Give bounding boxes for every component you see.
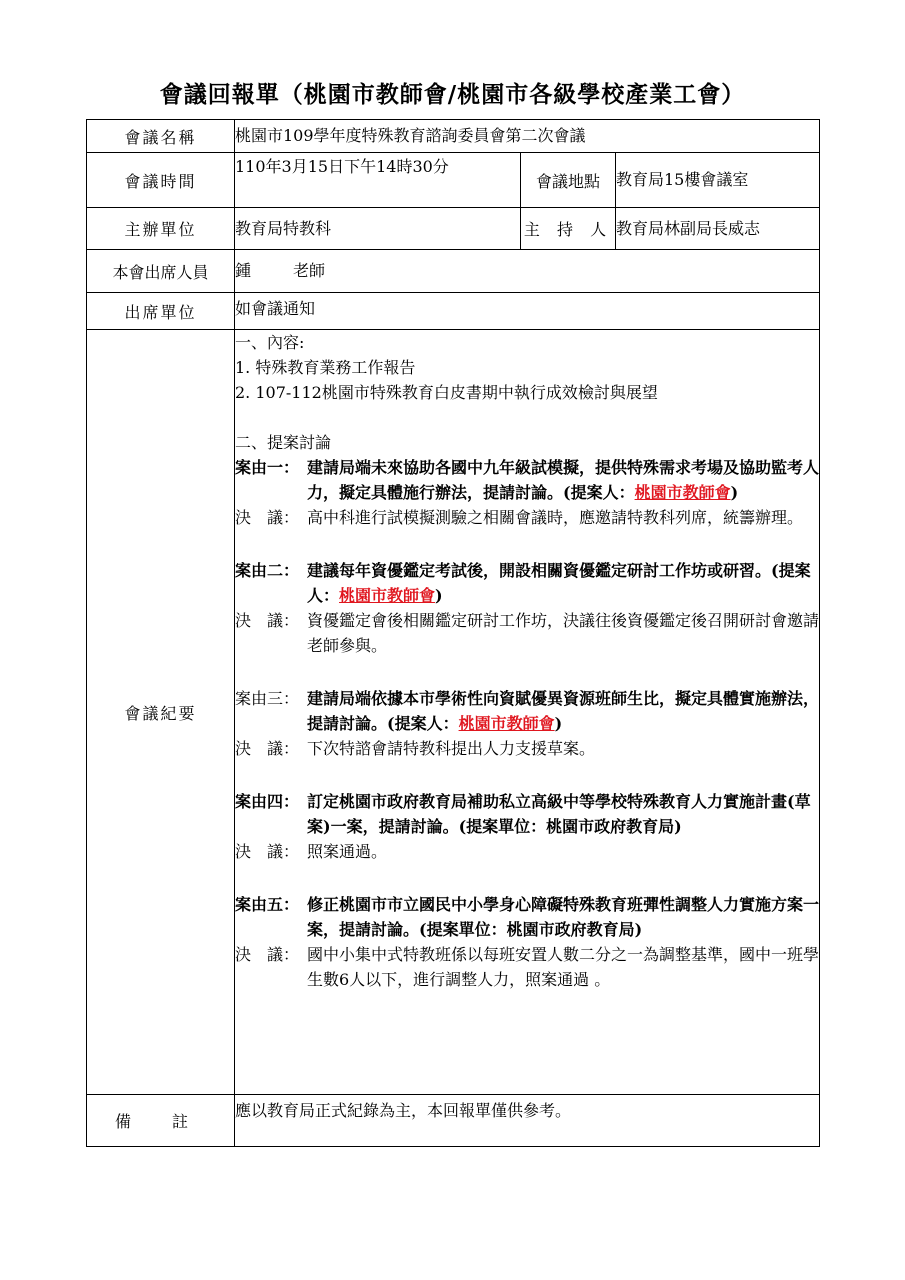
- meeting-time-value: 110年3月15日下午14時30分: [235, 153, 521, 208]
- meeting-place-label: 會議地點: [521, 153, 616, 208]
- meeting-place-value: 教育局15樓會議室: [616, 153, 820, 208]
- decision-3: [235, 736, 819, 761]
- remarks-value: 應以教育局正式紀錄為主，本回報單僅供參考。: [235, 1095, 820, 1147]
- row-organizer: [87, 208, 820, 250]
- row-minutes: [87, 330, 820, 1095]
- minutes-label: 會議紀要: [87, 330, 235, 1095]
- units-label: 出席單位: [87, 293, 235, 330]
- decision-4-tag: 決 議：: [235, 842, 300, 861]
- host-value: 教育局林副局長威志: [616, 208, 820, 250]
- row-meeting-name: [87, 120, 820, 153]
- decision-3-tag: 決 議：: [235, 739, 300, 758]
- case-3-close: ): [554, 714, 563, 733]
- case-1-proposer: 桃園市教師會: [634, 483, 731, 502]
- case-2-tag: 案由二：: [235, 561, 300, 580]
- case-2: [235, 558, 819, 608]
- section2-heading: 二、提案討論: [235, 433, 332, 452]
- decision-2: [235, 608, 819, 658]
- decision-3-text: 下次特諮會請特教科提出人力支援草案。: [307, 739, 596, 758]
- minutes-content: [235, 330, 820, 1095]
- attendee-surname: 鍾: [235, 261, 252, 280]
- case-1-text: 建請局端未來協助各國中九年級試模擬，提供特殊需求考場及協助監考人力，擬定具體施行辦法，提請討論。(提案人：: [307, 458, 820, 502]
- units-value: 如會議通知: [235, 293, 820, 330]
- attendee-title: 老師: [293, 261, 326, 280]
- row-units: [87, 293, 820, 330]
- decision-5-text: 國中小集中式特教班係以每班安置人數二分之一為調整基準，國中一班學生數6人以下，進行調整人力，照案通過 。: [307, 945, 820, 989]
- row-remarks: [87, 1095, 820, 1147]
- case-4-tag: 案由四：: [235, 792, 300, 811]
- decision-2-text: 資優鑑定會後相關鑑定研討工作坊，決議往後資優鑑定後召開研討會邀請老師參與。: [307, 611, 820, 655]
- decision-4: [235, 839, 819, 864]
- section1-item: 2. 107-112桃園市特殊教育白皮書期中執行成效檢討與展望: [235, 383, 658, 402]
- attendee-value: [235, 250, 820, 293]
- organizer-value: 教育局特教科: [235, 208, 521, 250]
- case-1-tag: 案由一：: [235, 458, 300, 477]
- decision-5-tag: 決 議：: [235, 945, 300, 964]
- page-title: 會議回報單（桃園市教師會/桃園市各級學校產業工會）: [159, 81, 746, 108]
- decision-1: [235, 505, 819, 530]
- case-3-tag: 案由三：: [235, 689, 300, 708]
- section1-item: 1. 特殊教育業務工作報告: [235, 358, 416, 377]
- decision-5: [235, 942, 819, 992]
- case-2-text: 建議每年資優鑑定考試後，開設相關資優鑑定研討工作坊或研習。(提案人：: [307, 561, 811, 605]
- case-5-text: 修正桃園市市立國民中小學身心障礙特殊教育班彈性調整人力實施方案一案，提請討論。(提案單位：桃園市政府教育局): [307, 895, 820, 939]
- decision-4-text: 照案通過。: [307, 842, 388, 861]
- decision-1-text: 高中科進行試模擬測驗之相關會議時，應邀請特教科列席，統籌辦理。: [307, 508, 804, 527]
- meeting-time-label: 會議時間: [87, 153, 235, 208]
- case-4: [235, 789, 819, 839]
- case-3-text: 建請局端依據本市學術性向資賦優異資源班師生比，擬定具體實施辦法，提請討論。(提案人：: [307, 689, 820, 733]
- case-5-tag: 案由五：: [235, 895, 300, 914]
- case-2-proposer: 桃園市教師會: [339, 586, 436, 605]
- organizer-label: 主辦單位: [87, 208, 235, 250]
- attendee-label: 本會出席人員: [87, 250, 235, 293]
- case-2-close: ): [435, 586, 443, 605]
- report-table: [86, 119, 820, 1147]
- section1-heading: 一、內容:: [235, 333, 305, 352]
- decision-1-tag: 決 議：: [235, 508, 300, 527]
- case-3: [235, 686, 819, 736]
- case-1: [235, 455, 819, 505]
- host-label: 主 持 人: [521, 208, 616, 250]
- case-4-text: 訂定桃園市政府教育局補助私立高級中等學校特殊教育人力實施計畫(草案)一案，提請討論。(提案單位：桃園市政府教育局): [307, 792, 811, 836]
- meeting-name-value: 桃園市109學年度特殊教育諮詢委員會第二次會議: [235, 120, 820, 153]
- meeting-name-label: 會議名稱: [87, 120, 235, 153]
- case-1-close: ): [730, 483, 739, 502]
- decision-2-tag: 決 議：: [235, 611, 300, 630]
- row-meeting-time: [87, 153, 820, 208]
- case-3-proposer: 桃園市教師會: [458, 714, 555, 733]
- row-attendee: [87, 250, 820, 293]
- remarks-label: 備 註: [87, 1095, 235, 1147]
- case-5: [235, 892, 819, 942]
